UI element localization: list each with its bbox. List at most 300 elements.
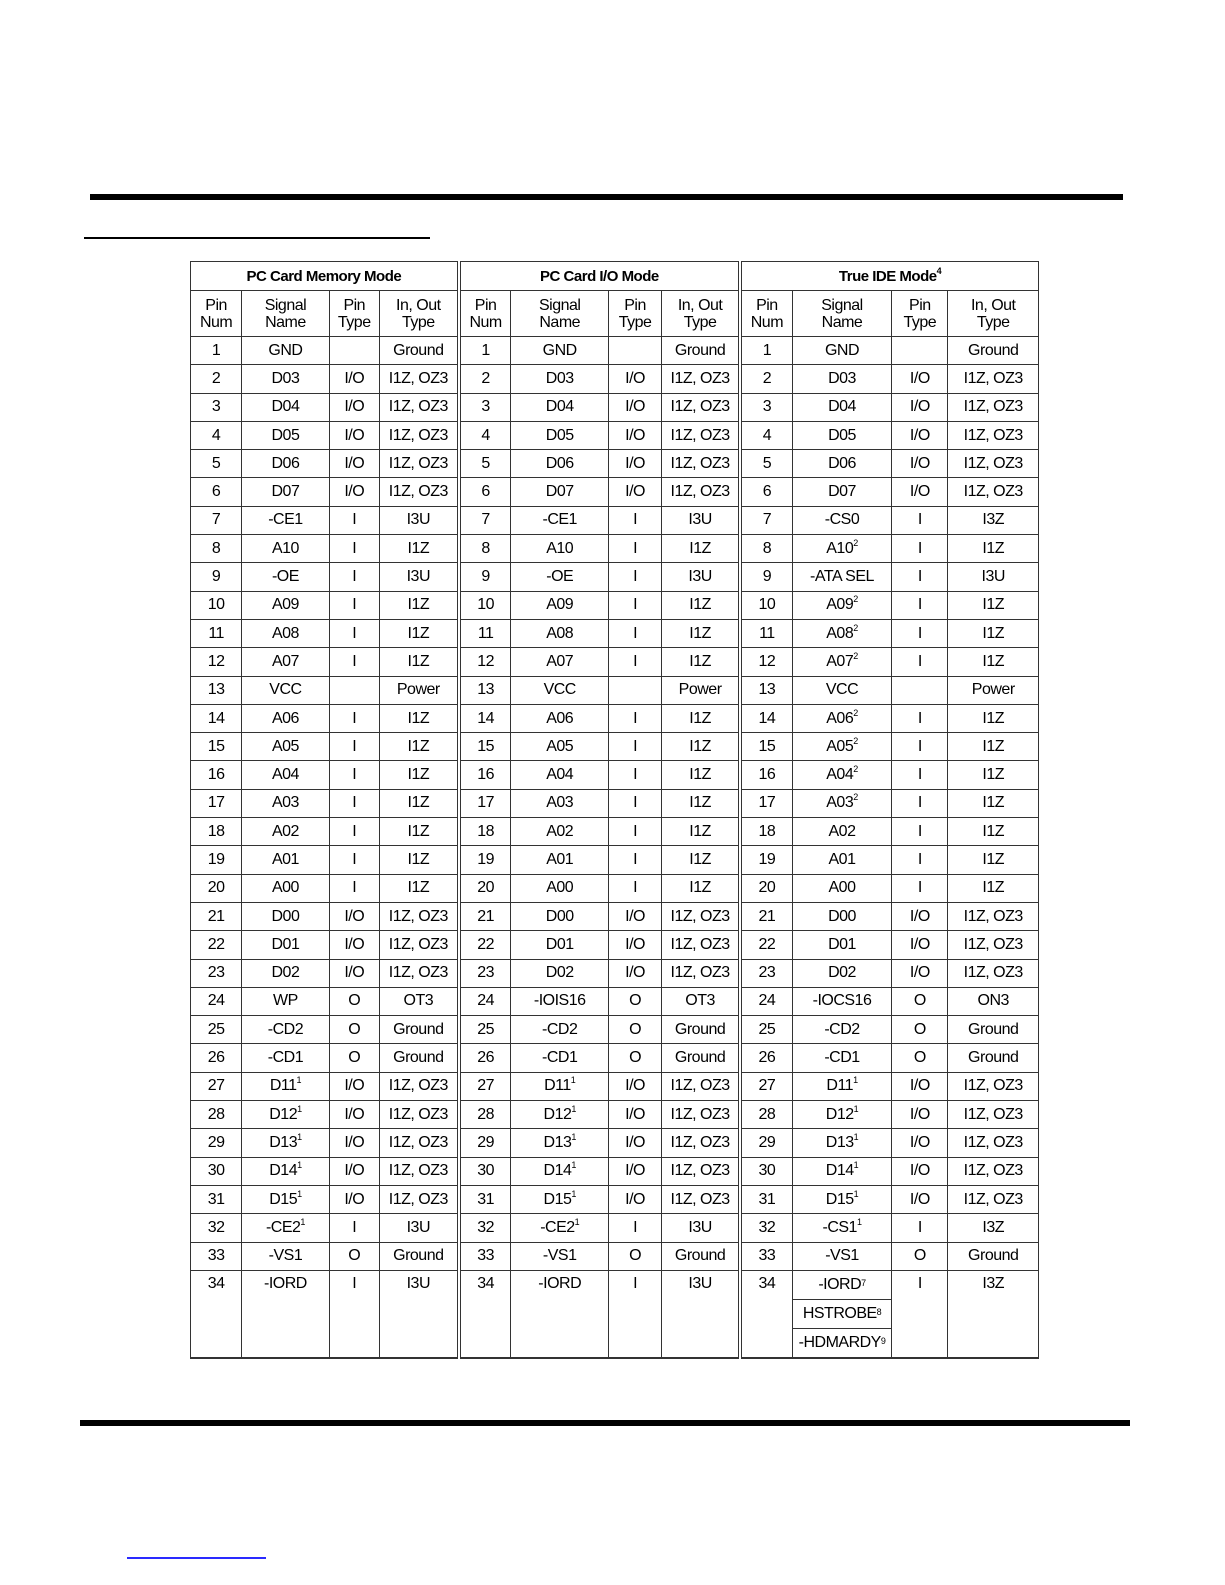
signal-text: D03	[271, 369, 300, 387]
pin-num: 24	[740, 987, 792, 1015]
signal-text: D13	[825, 1133, 854, 1151]
footnote-ref: 1	[571, 1131, 576, 1142]
signal-name	[242, 1016, 329, 1044]
in-out-type: I1Z	[662, 648, 740, 676]
pin-num: 14	[191, 704, 242, 732]
signal-text: A03	[546, 794, 574, 812]
pin-num: 17	[459, 789, 511, 817]
table-row	[191, 478, 1039, 506]
pin-type: I	[608, 591, 661, 619]
pin-num: 20	[459, 874, 511, 902]
signal-name	[792, 676, 891, 704]
pin-type: I	[892, 535, 948, 563]
in-out-type: Power	[379, 676, 458, 704]
pin-type: I/O	[329, 1072, 379, 1100]
pin-num: 4	[740, 421, 792, 449]
pin-num: 9	[459, 563, 511, 591]
column-header	[191, 291, 242, 337]
signal-name	[242, 337, 329, 365]
pin-num: 17	[191, 789, 242, 817]
signal-text: A01	[271, 850, 299, 868]
in-out-type: I1Z, OZ3	[662, 1157, 740, 1185]
in-out-type: I1Z	[379, 846, 458, 874]
pin-num: 22	[459, 931, 511, 959]
signal-text: GND	[824, 341, 860, 359]
pin-num: 21	[740, 902, 792, 930]
signal-text: -ATA SEL	[810, 568, 874, 586]
signal-text: D12	[543, 1105, 572, 1123]
pin-type: I/O	[608, 1101, 661, 1129]
pin-type: I/O	[329, 1129, 379, 1157]
pin-type	[892, 337, 948, 365]
pin-type: I/O	[329, 450, 379, 478]
pin-type: I	[608, 535, 661, 563]
signal-name	[242, 1101, 329, 1129]
in-out-type: I1Z	[662, 619, 740, 647]
pin-num: 18	[191, 818, 242, 846]
footnote-ref: 2	[853, 707, 858, 718]
in-out-type: I1Z	[662, 846, 740, 874]
signal-text: D11	[826, 1077, 854, 1095]
pin-type: I	[329, 1214, 379, 1242]
in-out-type: Ground	[948, 1044, 1039, 1072]
pin-type: I	[892, 563, 948, 591]
pin-type: I	[608, 874, 661, 902]
table-row	[191, 421, 1039, 449]
pin-type: I/O	[608, 393, 661, 421]
pin-type: I	[329, 563, 379, 591]
header-line: Signal	[264, 296, 307, 314]
table-row	[191, 1214, 1039, 1242]
signal-text: -OE	[546, 568, 574, 586]
pin-num: 34	[459, 1270, 511, 1358]
footnote-ref: 1	[297, 1103, 302, 1114]
signal-name	[792, 1016, 891, 1044]
in-out-type: I1Z, OZ3	[948, 931, 1039, 959]
signal-text: D15	[269, 1190, 298, 1208]
pin-num: 16	[191, 761, 242, 789]
header-line: Signal	[538, 296, 581, 314]
pin-num: 12	[740, 648, 792, 676]
pin-type: I	[329, 846, 379, 874]
pin-num: 13	[191, 676, 242, 704]
signal-text: -VS1	[542, 1247, 577, 1265]
signal-name	[792, 393, 891, 421]
pin-type: O	[892, 1242, 948, 1270]
in-out-type: I1Z, OZ3	[662, 1129, 740, 1157]
signal-name	[792, 506, 891, 534]
table-row	[191, 450, 1039, 478]
signal-text: A06	[546, 709, 574, 727]
pin-num: 11	[191, 619, 242, 647]
pin-type: I/O	[608, 1185, 661, 1213]
header-line: Type	[903, 313, 937, 331]
signal-name	[511, 959, 608, 987]
pin-type: O	[608, 1016, 661, 1044]
table-row	[191, 337, 1039, 365]
signal-name	[792, 1044, 891, 1072]
in-out-type: I1Z, OZ3	[379, 1157, 458, 1185]
in-out-type: I1Z, OZ3	[948, 478, 1039, 506]
pin-num: 24	[191, 987, 242, 1015]
column-header	[379, 291, 458, 337]
table-row	[191, 1270, 1039, 1358]
in-out-type: I1Z, OZ3	[379, 959, 458, 987]
signal-name	[242, 1270, 329, 1358]
signal-name	[792, 1101, 891, 1129]
pin-num: 19	[191, 846, 242, 874]
header-line: Type	[618, 313, 652, 331]
pin-type: I/O	[892, 1129, 948, 1157]
signal-text: -CE1	[542, 511, 577, 529]
signal-name	[242, 874, 329, 902]
table-row	[191, 987, 1039, 1015]
signal-text: D00	[545, 907, 574, 925]
pin-type: O	[329, 1044, 379, 1072]
signal-text: A10	[546, 539, 574, 557]
footnote-ref: 7	[861, 1277, 866, 1288]
in-out-type: OT3	[379, 987, 458, 1015]
signal-name	[792, 1157, 891, 1185]
pin-num: 25	[740, 1016, 792, 1044]
in-out-type: I3U	[379, 1270, 458, 1358]
signal-name	[792, 959, 891, 987]
signal-name	[792, 818, 891, 846]
table-row	[191, 563, 1039, 591]
column-header	[662, 291, 740, 337]
signal-name	[511, 421, 608, 449]
pin-type: I/O	[329, 478, 379, 506]
in-out-type: I1Z, OZ3	[948, 1072, 1039, 1100]
in-out-type: I1Z, OZ3	[948, 421, 1039, 449]
group-header-mem	[191, 262, 459, 291]
group-title: True IDE Mode	[838, 267, 937, 285]
in-out-type: Ground	[379, 1016, 458, 1044]
column-header	[329, 291, 379, 337]
footer-link-underline[interactable]	[127, 1557, 266, 1559]
pin-num: 22	[740, 931, 792, 959]
pin-type: I	[608, 506, 661, 534]
pin-num: 1	[459, 337, 511, 365]
signal-text: A08	[826, 624, 854, 642]
pin-num: 32	[459, 1214, 511, 1242]
signal-alt	[793, 1329, 891, 1357]
in-out-type: I1Z	[379, 789, 458, 817]
top-rule	[90, 194, 1123, 200]
footnote-ref: 1	[853, 1103, 859, 1114]
group-title: PC Card Memory Mode	[246, 267, 402, 285]
signal-name	[242, 704, 329, 732]
signal-name	[242, 733, 329, 761]
pin-num: 1	[740, 337, 792, 365]
signal-text: A02	[546, 822, 574, 840]
signal-name	[792, 1242, 891, 1270]
signal-text: D02	[545, 964, 574, 982]
signal-name	[792, 846, 891, 874]
in-out-type: I1Z	[379, 704, 458, 732]
pin-type: I/O	[329, 1101, 379, 1129]
signal-text: D04	[828, 398, 856, 416]
signal-text: -IORD	[538, 1274, 582, 1292]
pin-num: 4	[191, 421, 242, 449]
in-out-type: I3U	[379, 1214, 458, 1242]
pin-type: I	[329, 1270, 379, 1358]
in-out-type: I1Z, OZ3	[948, 1101, 1039, 1129]
pin-num: 8	[459, 535, 511, 563]
in-out-type: Ground	[662, 1242, 740, 1270]
pin-num: 2	[459, 365, 511, 393]
signal-text: -HDMARDY	[798, 1333, 881, 1351]
footnote-ref: 1	[570, 1075, 576, 1086]
pin-type: I/O	[892, 1157, 948, 1185]
in-out-type: I1Z, OZ3	[379, 1129, 458, 1157]
signal-name	[242, 818, 329, 846]
signal-text: A09	[546, 596, 574, 614]
column-header	[948, 291, 1039, 337]
pin-type: I	[892, 704, 948, 732]
signal-text: D05	[828, 426, 856, 444]
in-out-type: I1Z	[379, 535, 458, 563]
signal-name	[792, 535, 891, 563]
signal-name	[511, 1129, 608, 1157]
signal-text: -CD1	[267, 1049, 304, 1067]
in-out-type: I1Z, OZ3	[662, 931, 740, 959]
table-row	[191, 959, 1039, 987]
signal-text: A02	[828, 822, 856, 840]
signal-text: -VS1	[268, 1247, 303, 1265]
signal-alt	[793, 1300, 891, 1329]
signal-name	[792, 704, 891, 732]
pin-num: 19	[459, 846, 511, 874]
table-row	[191, 818, 1039, 846]
in-out-type: I1Z, OZ3	[662, 478, 740, 506]
signal-name	[792, 1129, 891, 1157]
signal-text: A04	[826, 766, 854, 784]
signal-text: D14	[825, 1162, 854, 1180]
pin-num: 26	[459, 1044, 511, 1072]
signal-name	[792, 365, 891, 393]
signal-text: -CE2	[540, 1218, 575, 1236]
table-row	[191, 619, 1039, 647]
pin-type	[608, 337, 661, 365]
signal-text: -VS1	[825, 1247, 859, 1265]
in-out-type: I1Z	[948, 648, 1039, 676]
header-line: Pin	[205, 296, 227, 314]
in-out-type: I3U	[662, 506, 740, 534]
pin-type: I	[329, 506, 379, 534]
in-out-type: I1Z	[662, 704, 740, 732]
pin-num: 12	[459, 648, 511, 676]
signal-text: D13	[543, 1133, 572, 1151]
pin-num: 6	[459, 478, 511, 506]
signal-name	[511, 1214, 608, 1242]
signal-text: -CS1	[822, 1218, 857, 1236]
signal-text: -CD2	[267, 1020, 304, 1038]
signal-text: D14	[269, 1162, 298, 1180]
pin-num: 20	[740, 874, 792, 902]
pin-type: O	[329, 1242, 379, 1270]
pin-num: 26	[740, 1044, 792, 1072]
footnote-ref: 9	[880, 1335, 886, 1346]
in-out-type: I1Z	[662, 591, 740, 619]
signal-text: A05	[271, 737, 299, 755]
signal-text: D05	[271, 426, 300, 444]
pin-type: I/O	[892, 931, 948, 959]
signal-text: A05	[826, 737, 854, 755]
pin-num: 31	[191, 1185, 242, 1213]
pin-type: I	[608, 733, 661, 761]
signal-name	[511, 761, 608, 789]
in-out-type: I3U	[662, 1270, 740, 1358]
footnote-ref: 2	[853, 650, 858, 661]
signal-name	[242, 421, 329, 449]
header-line: Signal	[821, 296, 863, 314]
table-row	[191, 931, 1039, 959]
signal-text: A05	[546, 737, 574, 755]
in-out-type: I1Z, OZ3	[662, 393, 740, 421]
signal-text: D04	[545, 398, 574, 416]
signal-text: D06	[545, 454, 574, 472]
pin-type: I	[892, 506, 948, 534]
signal-name	[511, 1016, 608, 1044]
header-line: Pin	[474, 296, 497, 314]
signal-text: A09	[826, 596, 854, 614]
table-row	[191, 1157, 1039, 1185]
signal-name	[792, 1270, 891, 1358]
footnote-ref: 1	[300, 1216, 305, 1227]
pin-type: I	[329, 648, 379, 676]
pin-num: 13	[740, 676, 792, 704]
signal-text: GND	[542, 341, 577, 359]
signal-name	[511, 704, 608, 732]
header-line: In, Out	[677, 296, 723, 314]
in-out-type: Ground	[379, 337, 458, 365]
pin-type: I	[608, 619, 661, 647]
pin-num: 3	[459, 393, 511, 421]
pin-num: 5	[740, 450, 792, 478]
pin-num: 18	[740, 818, 792, 846]
group-header-row	[191, 262, 1039, 291]
pin-num: 4	[459, 421, 511, 449]
pin-type: I/O	[608, 1072, 661, 1100]
pin-type: I	[892, 789, 948, 817]
pin-type: I/O	[892, 365, 948, 393]
in-out-type: Ground	[662, 1016, 740, 1044]
footnote-ref: 2	[853, 622, 858, 633]
pin-num: 26	[191, 1044, 242, 1072]
signal-name	[792, 902, 891, 930]
signal-text: D14	[543, 1162, 572, 1180]
table-row	[191, 1101, 1039, 1129]
in-out-type: I1Z, OZ3	[379, 393, 458, 421]
signal-name	[792, 337, 891, 365]
signal-name	[792, 1072, 891, 1100]
pin-type: I	[608, 563, 661, 591]
in-out-type: I1Z	[662, 874, 740, 902]
pin-type: I	[329, 761, 379, 789]
table-row	[191, 1044, 1039, 1072]
pin-num: 31	[459, 1185, 511, 1213]
signal-text: -CS0	[824, 511, 860, 529]
pin-num: 34	[191, 1270, 242, 1358]
in-out-type: I3U	[662, 563, 740, 591]
signal-name	[242, 1185, 329, 1213]
signal-text: D03	[828, 369, 856, 387]
column-header	[511, 291, 608, 337]
signal-text: A00	[546, 879, 574, 897]
signal-name	[511, 846, 608, 874]
in-out-type: I1Z	[379, 761, 458, 789]
header-line: Name	[539, 313, 581, 331]
signal-name	[511, 619, 608, 647]
signal-name	[242, 1072, 329, 1100]
signal-text: A06	[271, 709, 299, 727]
pin-num: 7	[191, 506, 242, 534]
pin-type: I/O	[329, 421, 379, 449]
signal-name	[511, 733, 608, 761]
in-out-type: I1Z, OZ3	[662, 421, 740, 449]
pin-type: I	[892, 846, 948, 874]
group-title: PC Card I/O Mode	[540, 267, 659, 285]
table-row	[191, 506, 1039, 534]
signal-text: -IOCS16	[812, 992, 872, 1010]
footnote-ref: 1	[853, 1075, 858, 1086]
signal-name	[511, 506, 608, 534]
pin-num: 6	[740, 478, 792, 506]
signal-name	[511, 676, 608, 704]
table-row	[191, 704, 1039, 732]
signal-text: A00	[828, 879, 856, 897]
pin-type: I/O	[329, 1185, 379, 1213]
signal-text: -CD2	[824, 1020, 860, 1038]
pin-num: 10	[191, 591, 242, 619]
in-out-type: I1Z	[948, 619, 1039, 647]
signal-name	[242, 1214, 329, 1242]
signal-text: D03	[545, 369, 574, 387]
signal-name	[511, 789, 608, 817]
header-line: Pin	[756, 296, 778, 314]
table-row	[191, 733, 1039, 761]
table-row	[191, 648, 1039, 676]
pin-num: 30	[740, 1157, 792, 1185]
pin-num: 16	[459, 761, 511, 789]
signal-name	[792, 1214, 891, 1242]
in-out-type: I1Z	[379, 733, 458, 761]
footnote-ref: 2	[853, 594, 858, 605]
signal-name	[242, 535, 329, 563]
in-out-type: I1Z, OZ3	[662, 1185, 740, 1213]
in-out-type: I3U	[662, 1214, 740, 1242]
pin-num: 29	[191, 1129, 242, 1157]
table-row	[191, 535, 1039, 563]
signal-text: A08	[546, 624, 574, 642]
pin-type: I	[892, 818, 948, 846]
in-out-type: I1Z	[379, 591, 458, 619]
in-out-type: I1Z	[948, 818, 1039, 846]
signal-name	[242, 478, 329, 506]
signal-text: -CD2	[542, 1020, 578, 1038]
signal-text: D11	[544, 1077, 571, 1095]
in-out-type: I1Z	[948, 789, 1039, 817]
signal-name	[242, 1044, 329, 1072]
pin-num: 15	[740, 733, 792, 761]
pin-type: I	[329, 591, 379, 619]
pin-type: I	[608, 1270, 661, 1358]
pin-type: I/O	[608, 1157, 661, 1185]
in-out-type: I1Z, OZ3	[379, 421, 458, 449]
signal-text: A02	[271, 822, 299, 840]
pin-num: 13	[459, 676, 511, 704]
